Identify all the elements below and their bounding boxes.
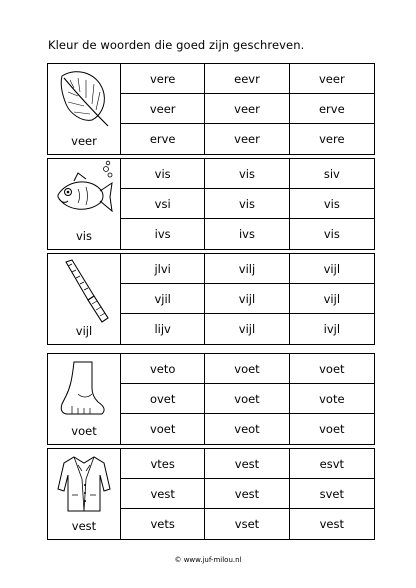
word-grid	[121, 159, 374, 249]
word-cell[interactable]: vis	[323, 227, 340, 241]
picture-cell	[48, 64, 121, 154]
word-cell[interactable]: jlvi	[121, 254, 205, 284]
picture-label: voet	[71, 424, 97, 438]
word-cell[interactable]: ivjl	[323, 322, 341, 336]
word-cell[interactable]: voet	[290, 354, 374, 384]
word-cell[interactable]: svet	[290, 479, 374, 509]
word-grid	[121, 449, 374, 539]
word-cell[interactable]: voet	[205, 354, 289, 384]
word-cell[interactable]: voet	[121, 414, 205, 444]
picture-cell	[48, 449, 121, 539]
word-cell[interactable]: vere	[319, 132, 345, 146]
file-tool-icon	[48, 254, 120, 324]
word-cell[interactable]: vtes	[121, 449, 205, 479]
word-cell[interactable]: vijl	[290, 284, 374, 314]
word-cell[interactable]: veot	[205, 414, 289, 444]
word-cell[interactable]: vijl	[205, 284, 289, 314]
picture-label: veer	[71, 134, 97, 148]
word-cell[interactable]: veer	[290, 64, 374, 94]
feather-icon	[48, 64, 120, 134]
word-cell[interactable]: siv	[290, 159, 374, 189]
word-grid	[121, 254, 374, 344]
word-cell[interactable]: esvt	[290, 449, 374, 479]
word-cell[interactable]: veer	[121, 94, 205, 124]
word-grid	[121, 354, 374, 444]
word-cell[interactable]: vote	[290, 384, 374, 414]
word-cell[interactable]: vest	[319, 517, 345, 531]
word-cell[interactable]: vis	[290, 189, 374, 219]
word-cell[interactable]: veer	[205, 124, 289, 154]
word-cell[interactable]: erve	[121, 124, 205, 154]
word-cell[interactable]: vere	[121, 64, 205, 94]
word-cell[interactable]: vest	[121, 479, 205, 509]
picture-label: vijl	[75, 324, 93, 338]
fish-icon	[48, 159, 120, 229]
word-cell[interactable]: vijl	[205, 314, 289, 344]
word-cell[interactable]: vest	[205, 479, 289, 509]
word-cell[interactable]: erve	[290, 94, 374, 124]
word-cell[interactable]: eevr	[205, 64, 289, 94]
word-cell[interactable]: ovet	[121, 384, 205, 414]
word-cell[interactable]: veer	[205, 94, 289, 124]
word-cell[interactable]: vilj	[205, 254, 289, 284]
word-cell[interactable]: vsi	[121, 189, 205, 219]
word-block-vis	[47, 158, 375, 250]
word-cell[interactable]: vis	[205, 159, 289, 189]
word-cell[interactable]: vset	[205, 509, 289, 539]
word-cell[interactable]: voet	[205, 384, 289, 414]
word-cell[interactable]: vis	[121, 159, 205, 189]
picture-cell	[48, 159, 121, 249]
picture-cell	[48, 254, 121, 344]
footer-copyright: © www.juf-milou.nl	[174, 556, 242, 564]
word-cell[interactable]: vjil	[121, 284, 205, 314]
picture-label: vis	[76, 229, 92, 243]
word-block-voet	[47, 353, 375, 445]
word-block-vijl	[47, 253, 375, 345]
picture-cell	[48, 354, 121, 444]
word-cell[interactable]: vis	[205, 189, 289, 219]
word-cell[interactable]: ivs	[205, 219, 289, 249]
word-cell[interactable]: lijv	[121, 314, 205, 344]
word-grid	[121, 64, 374, 154]
instruction-text: Kleur de woorden die goed zijn geschreven.	[48, 38, 305, 52]
word-cell[interactable]: voet	[319, 422, 345, 436]
word-cell[interactable]: veto	[121, 354, 205, 384]
word-cell[interactable]: vijl	[290, 254, 374, 284]
jacket-icon	[48, 449, 120, 519]
picture-label: vest	[71, 519, 97, 533]
word-cell[interactable]: ivs	[121, 219, 205, 249]
foot-icon	[48, 354, 120, 424]
word-cell[interactable]: vets	[121, 509, 205, 539]
word-cell[interactable]: vest	[205, 449, 289, 479]
word-block-veer	[47, 63, 375, 155]
word-block-vest	[47, 448, 375, 540]
